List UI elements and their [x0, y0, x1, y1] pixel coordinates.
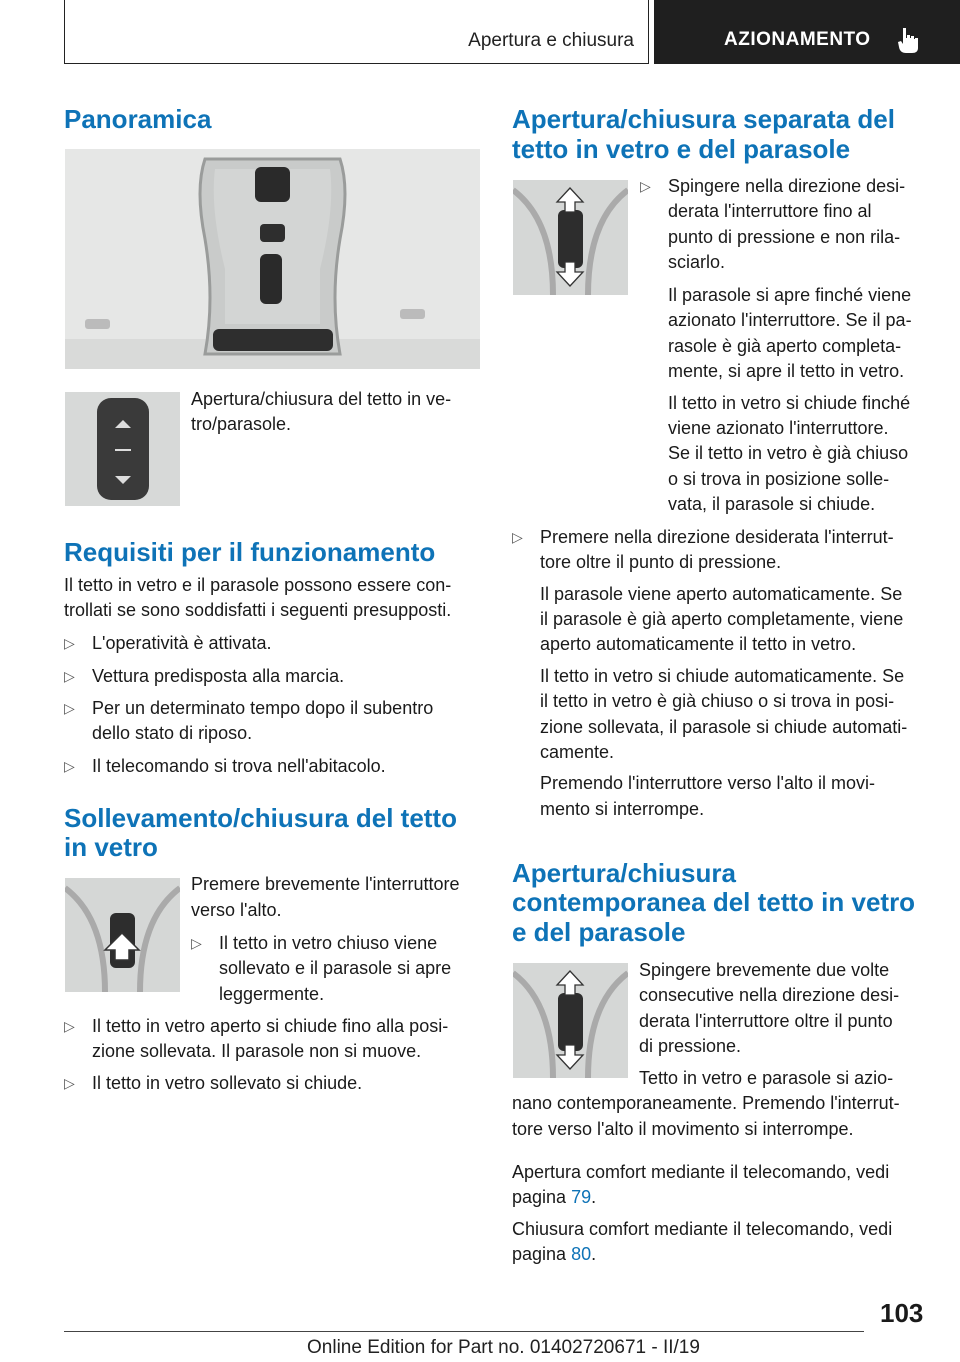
- both-heading-line2: contemporanea del tetto in vetro: [512, 887, 916, 917]
- section-title: AZIONAMENTO: [724, 29, 871, 50]
- bullet-triangle-icon: ▷: [64, 668, 75, 684]
- sep-b2-p3-l1: Il tetto in vetro si chiude automaticamente. Se: [540, 666, 905, 686]
- bullet-triangle-icon: ▷: [64, 1018, 75, 1034]
- pointing-hand-icon: [897, 26, 919, 54]
- lift-heading-line2: in vetro: [64, 832, 158, 862]
- page-79-link[interactable]: 79: [571, 1187, 592, 1207]
- req-intro-line2: trollati se sono soddisfatti i seguenti presupposti.: [64, 600, 452, 620]
- sep-b1-p3-l5: vata, il parasole si chiude.: [668, 494, 876, 514]
- bullet-triangle-icon: ▷: [191, 935, 202, 951]
- list-item: ▷ Per un determinato tempo dopo il subentro dello stato di riposo.: [64, 698, 434, 743]
- switch-updown-image: [513, 180, 628, 295]
- sep-b1-p3-l3: Se il tetto in vetro è già chiuso: [668, 443, 909, 463]
- both-p1-l1: Spingere brevemente due volte: [639, 960, 890, 980]
- both-p1-l2: consecutive nella direzione desi-: [639, 985, 900, 1005]
- sep-b2-p2-l2: il parasole è già aperto completamente, viene: [540, 609, 904, 629]
- header-chapter-box: [64, 0, 649, 64]
- sep-b1-p3-l4: o si trova in posizione solle-: [668, 469, 890, 489]
- comfort-open-l1: Apertura comfort mediante il telecomando, vedi: [512, 1162, 890, 1182]
- sep-b2-p3-l3: zione sollevata, il parasole si chiude automati-: [540, 717, 908, 737]
- bullet-triangle-icon: ▷: [640, 178, 651, 194]
- page-number: 103: [880, 1298, 924, 1328]
- panoramica-heading: Panoramica: [64, 104, 212, 134]
- sep-b1-p2-l2: azionato l'interruttore. Se il pa-: [668, 310, 912, 330]
- edition-note: Online Edition for Part no. 01402720671 - II/19: [307, 1337, 700, 1358]
- sep-b2-p2-l3: aperto automaticamente il tetto in vetro.: [540, 634, 857, 654]
- list-item: ▷ Il tetto in vetro chiuso viene sollevato e il parasole si apre leggermente.: [191, 933, 452, 1004]
- switch-up-image: [65, 878, 180, 992]
- sep-b1-p2-l3: rasole è già aperto completa-: [668, 336, 902, 356]
- sep-b2-p2-l1: Il parasole viene aperto automaticamente. Se: [540, 584, 903, 604]
- both-heading-line3: e del parasole: [512, 917, 686, 947]
- sep-b1-p2-l4: mente, si apre il tetto in vetro.: [668, 361, 905, 381]
- bullet-triangle-icon: ▷: [64, 758, 75, 774]
- sep-b1-p2-l1: Il parasole si apre finché viene: [668, 285, 912, 305]
- switch-caption-line1: Apertura/chiusura del tetto in ve-: [191, 389, 452, 409]
- both-p1-l3: derata l'interruttore oltre il punto: [639, 1011, 893, 1031]
- roof-switch-image: [65, 392, 180, 506]
- lift-heading-line1: Sollevamento/chiusura del tetto: [64, 803, 457, 833]
- lift-p1-line2: verso l'alto.: [191, 900, 282, 920]
- switch-updown-image-2: [513, 963, 628, 1078]
- separate-heading-line1: Apertura/chiusura separata del: [512, 104, 895, 134]
- requirements-heading: Requisiti per il funzionamento: [64, 537, 436, 567]
- separate-heading-line2: tetto in vetro e del parasole: [512, 134, 851, 164]
- chapter-title: Apertura e chiusura: [468, 30, 634, 51]
- list-item: ▷ Premere nella direzione desiderata l'interrut- tore oltre il punto di pressione.: [512, 527, 894, 572]
- bullet-triangle-icon: ▷: [64, 700, 75, 716]
- bullet-triangle-icon: ▷: [64, 635, 75, 651]
- sep-b2-p3-l4: camente.: [540, 742, 615, 762]
- bullet-triangle-icon: ▷: [512, 529, 523, 545]
- comfort-close-l1: Chiusura comfort mediante il telecomando, vedi: [512, 1219, 893, 1239]
- lift-p1-line1: Premere brevemente l'interruttore: [191, 874, 460, 894]
- both-p2-l3: tore verso l'alto il movimento si interrompe.: [512, 1119, 854, 1139]
- sep-b2-p4-l2: mento si interrompe.: [540, 799, 705, 819]
- bullet-triangle-icon: ▷: [64, 1075, 75, 1091]
- sep-b1-p3-l1: Il tetto in vetro si chiude finché: [668, 393, 911, 413]
- both-p1-l4: di pressione.: [639, 1036, 742, 1056]
- roof-console-image: [65, 149, 480, 369]
- switch-caption-line2: tro/parasole.: [191, 414, 292, 434]
- req-intro-line1: Il tetto in vetro e il parasole possono essere con-: [64, 575, 452, 595]
- sep-b2-p4-l1: Premendo l'interruttore verso l'alto il movi-: [540, 773, 875, 793]
- comfort-close-l2: pagina 80.: [512, 1244, 597, 1264]
- sep-b2-p3-l2: il tetto in vetro è già chiuso o si trova in posi-: [540, 691, 895, 711]
- footer-divider: [64, 1331, 864, 1332]
- comfort-open-l2: pagina 79.: [512, 1187, 597, 1207]
- both-heading-line1: Apertura/chiusura: [512, 858, 736, 888]
- sep-b1-p3-l2: viene azionato l'interruttore.: [668, 418, 889, 438]
- page-80-link[interactable]: 80: [571, 1244, 592, 1264]
- header-section-box: [654, 0, 960, 64]
- list-item: ▷ Il tetto in vetro aperto si chiude fino alla posi- zione sollevata. Il parasole non si muove.: [64, 1016, 449, 1061]
- both-p2-l2: nano contemporaneamente. Premendo l'interrut-: [512, 1093, 900, 1113]
- list-item: ▷ Spingere nella direzione desi- derata l'interruttore fino al punto di pressione e non rila- sciarlo.: [640, 176, 906, 272]
- both-p2-l1: Tetto in vetro e parasole si azio-: [639, 1068, 894, 1088]
